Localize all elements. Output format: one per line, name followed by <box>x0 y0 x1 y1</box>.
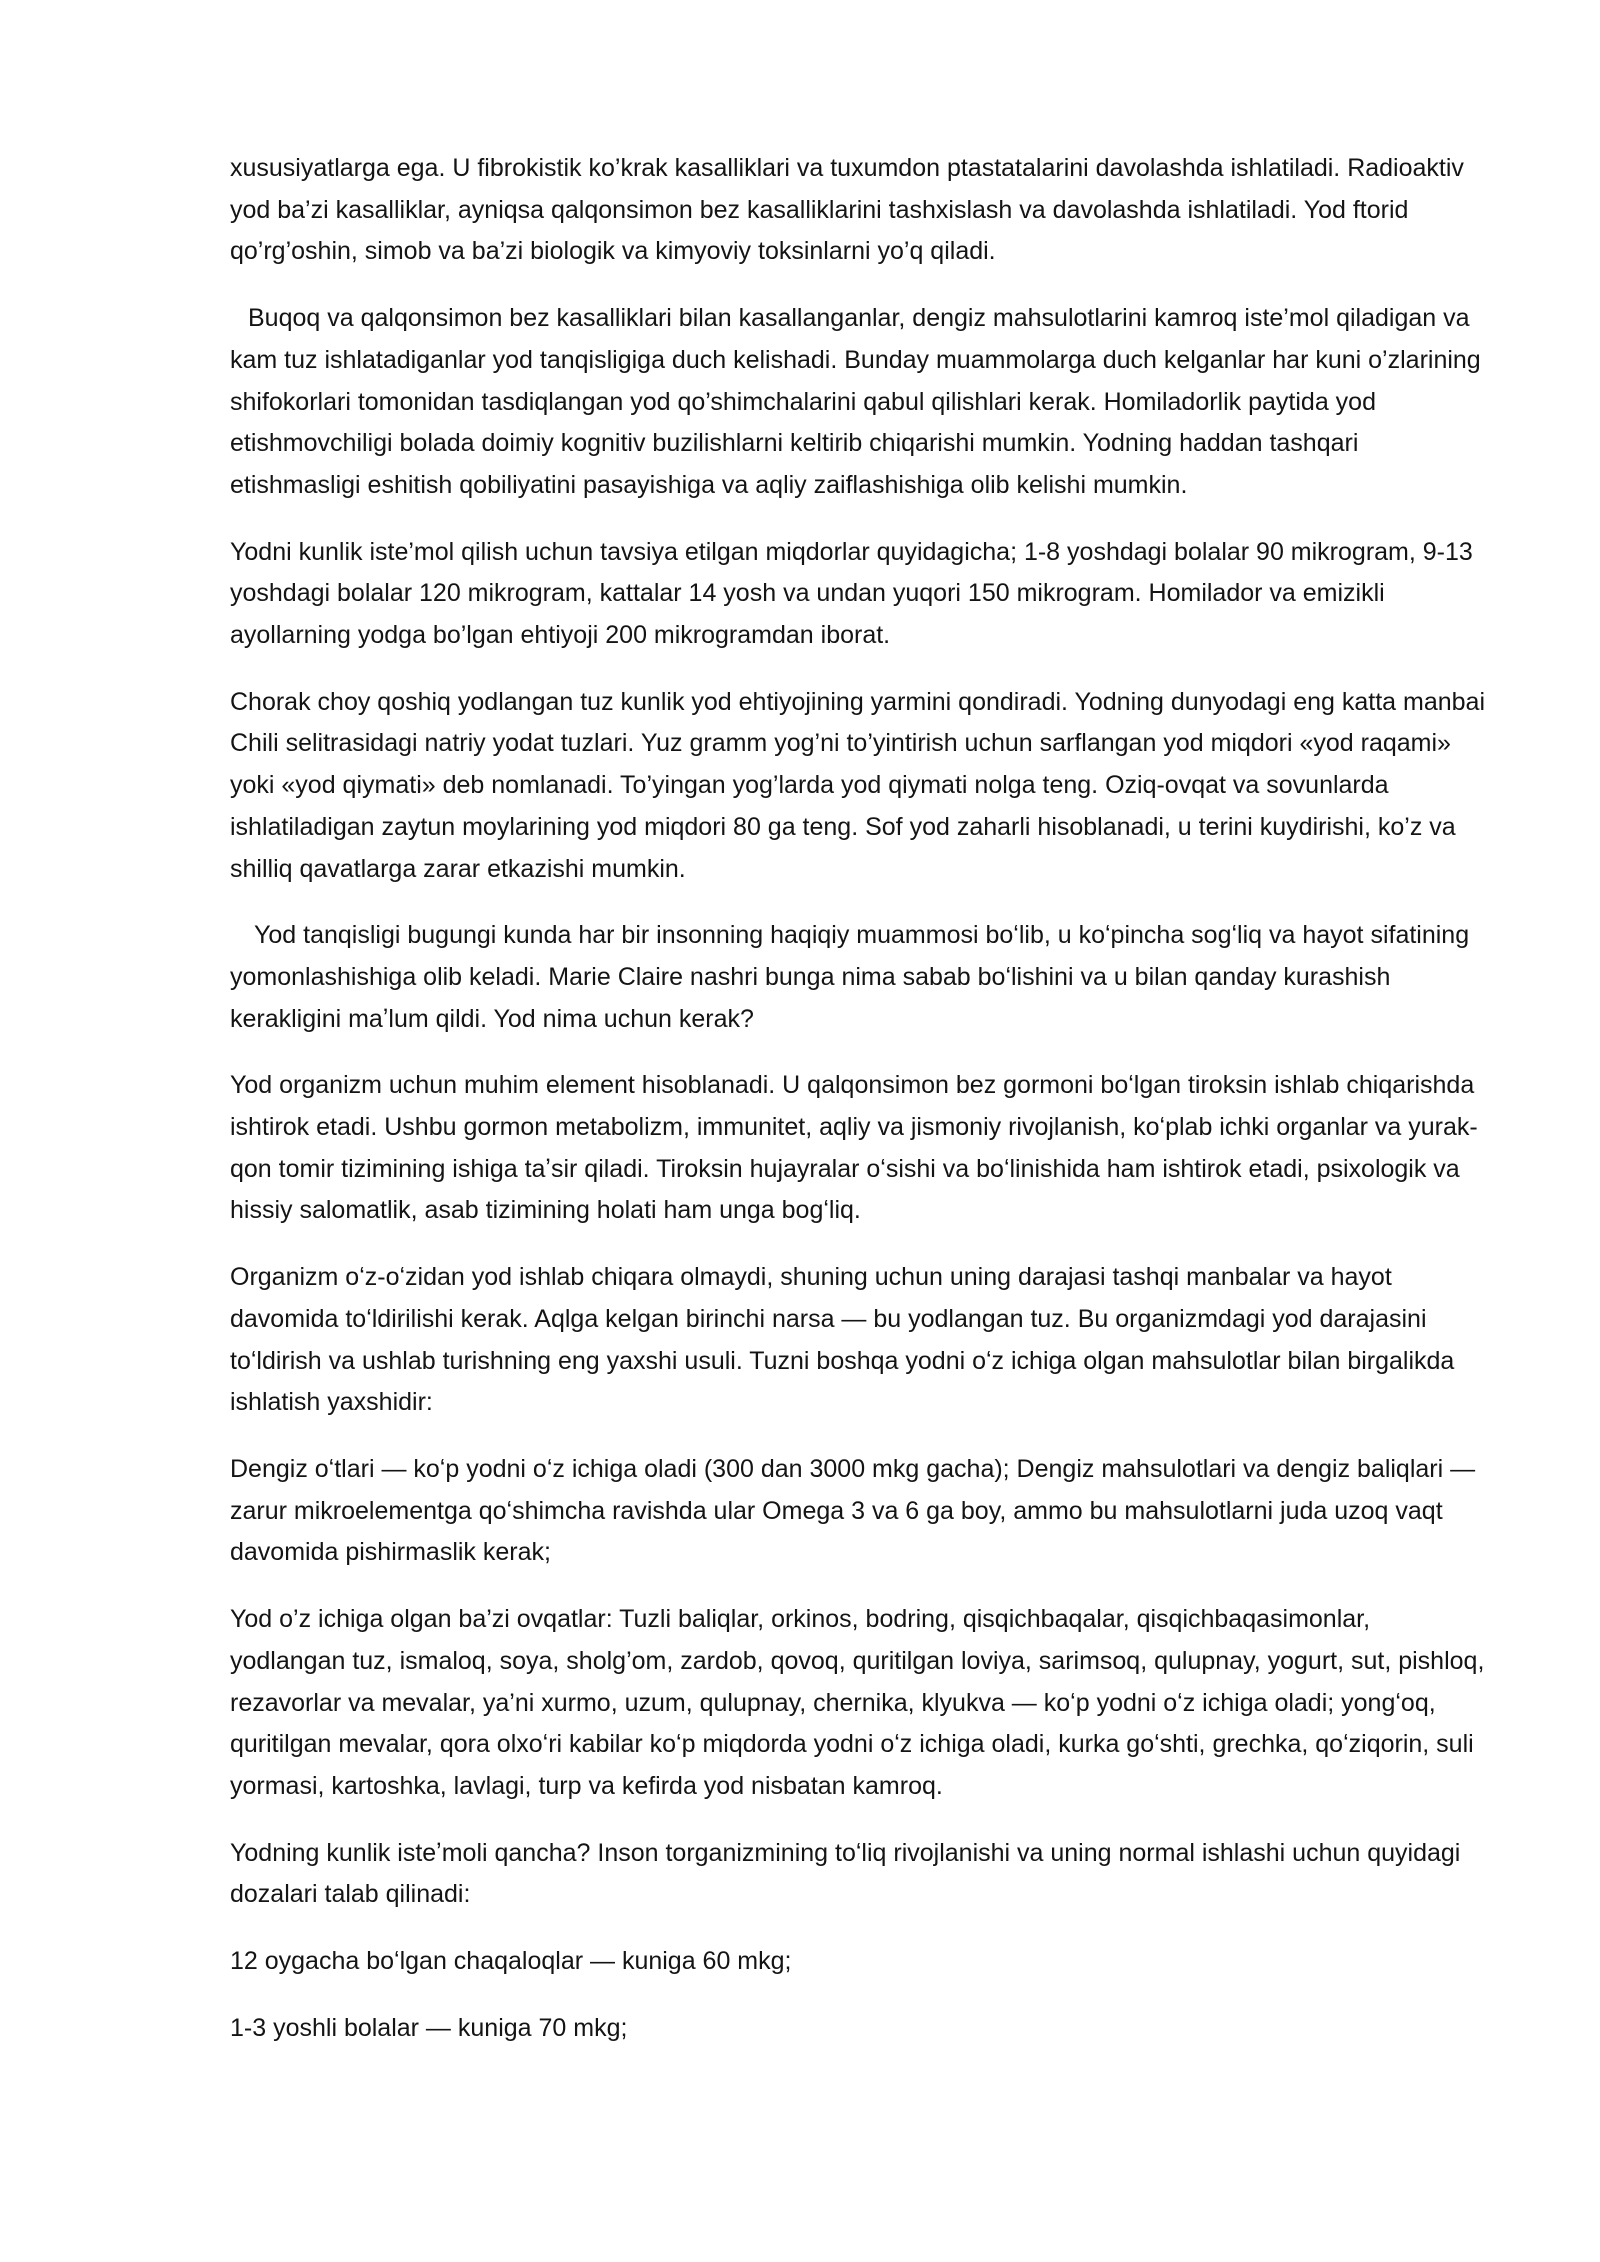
document-body <box>230 148 1490 2074</box>
paragraph: Organizm oʻz-oʻzidan yod ishlab chiqara olmaydi, shuning uchun uning darajasi tashqi manbalar va hayot davomida toʻldirilishi kerak. Aqlga kelgan birinchi narsa — bu yodlangan tuz. Bu organizmdagi yod darajasini toʻldirish va ushlab turishning eng yaxshi usuli. Tuzni boshqa yodni oʻz ichiga olgan mahsulotlar bilan birgalikda ishlatish yaxshidir: <box>230 1263 1455 1417</box>
paragraph: Dengiz oʻtlari — koʻp yodni oʻz ichiga oladi (300 dan 3000 mkg gacha); Dengiz mahsulotlari va dengiz baliqlari — zarur mikroelementga qoʻshimcha ravishda ular Omega 3 va 6 ga boy, ammo bu mahsulotlarni juda uzoq vaqt davomida pishirmaslik kerak; <box>230 1454 1476 1567</box>
paragraph: Yodni kunlik iste’mol qilish uchun tavsiya etilgan miqdorlar quyidagicha; 1-8 yoshdagi bolalar 90 mikrogram, 9-13 yoshdagi bolalar 120 mikrogram, kattalar 14 yosh va undan yuqori 150 mikrogram. Homilador va emizikli ayollarning yodga bo’lgan ehtiyoji 200 mikrogramdan iborat. <box>230 537 1473 650</box>
paragraph: xususiyatlarga ega. U fibrokistik ko’krak kasalliklari va tuxumdon ptastatalarini davolashda ishlatiladi. Radioaktiv yod ba’zi kasalliklar, ayniqsa qalqonsimon bez kasalliklarini tashxislash va davolashda ishlatiladi. Yod ftorid qo’rg’oshin, simob va ba’zi biologik va kimyoviy toksinlarni yo’q qiladi. <box>230 154 1464 266</box>
paragraph: Yodning kunlik isteʼmoli qancha? Inson torganizmining toʻliq rivojlanishi va uning normal ishlashi uchun quyidagi dozalari talab qilinadi: <box>230 1838 1461 1909</box>
paragraph: Yod o’z ichiga olgan ba’zi ovqatlar: Tuzli baliqlar, orkinos, bodring, qisqichbaqalar, qisqichbaqasimonlar, yodlangan tuz, ismaloq, soya, sholg’om, zardob, qovoq, quritilgan loviya, sarimsoq, qulupnay, yogurt, sut, pishloq, rezavorlar va mevalar, ya’ni xurmo, uzum, qulupnay, chernika, klyukva — koʻp yodni oʻz ichiga oladi; yongʻoq, quritilgan mevalar, qora olxoʻri kabilar koʻp miqdorda yodni oʻz ichiga oladi, kurka goʻshti, grechka, qoʻziqorin, suli yormasi, kartoshka, lavlagi, turp va kefirda yod nisbatan kamroq. <box>230 1605 1485 1800</box>
paragraph: Yod organizm uchun muhim element hisoblanadi. U qalqonsimon bez gormoni boʻlgan tiroksin ishlab chiqarishda ishtirok etadi. Ushbu gormon metabolizm, immunitet, aqliy va jismoniy rivojlanish, koʻplab ichki organlar va yurak-qon tomir tizimining ishiga taʼsir qiladi. Tiroksin hujayralar oʻsishi va boʻlinishida ham ishtirok etadi, psixologik va hissiy salomatlik, asab tizimining holati ham unga bogʻliq. <box>230 1071 1478 1225</box>
paragraph: Buqoq va qalqonsimon bez kasalliklari bilan kasallanganlar, dengiz mahsulotlarini kamroq iste’mol qiladigan va kam tuz ishlatadiganlar yod tanqisligiga duch kelishadi. Bunday muammolarga duch kelganlar har kuni o’zlarining shifokorlari tomonidan tasdiqlangan yod qo’shimchalarini qabul qilishlari kerak. Homiladorlik paytida yod etishmovchiligi bolada doimiy kognitiv buzilishlarni keltirib chiqarishi mumkin. Yodning haddan tashqari etishmasligi eshitish qobiliyatini pasayishiga va aqliy zaiflashishiga olib kelishi mumkin. <box>230 304 1481 499</box>
paragraph: Chorak choy qoshiq yodlangan tuz kunlik yod ehtiyojining yarmini qondiradi. Yodning dunyodagi eng katta manbai Chili selitrasidagi natriy yodat tuzlari. Yuz gramm yog’ni to’yintirish uchun sarflangan yod miqdori «yod raqami» yoki «yod qiymati» deb nomlanadi. To’yingan yog’larda yod qiymati nolga teng. Oziq-ovqat va sovunlarda ishlatiladigan zaytun moylarining yod miqdori 80 ga teng. Sof yod zaharli hisoblanadi, u terini kuydirishi, ko’z va shilliq qavatlarga zarar etkazishi mumkin. <box>230 687 1486 883</box>
paragraph: Yod tanqisligi bugungi kunda har bir insonning haqiqiy muammosi boʻlib, u koʻpincha sogʻliq va hayot sifatining yomonlashishiga olib keladi. Marie Claire nashri bunga nima sabab boʻlishini va u bilan qanday kurashish kerakligini maʼlum qildi. Yod nima uchun kerak? <box>230 921 1470 1033</box>
list-item: 12 oygacha boʻlgan chaqaloqlar — kuniga 60 mkg; <box>230 1947 792 1976</box>
list-item: 1-3 yoshli bolalar — kuniga 70 mkg; <box>230 2013 628 2042</box>
